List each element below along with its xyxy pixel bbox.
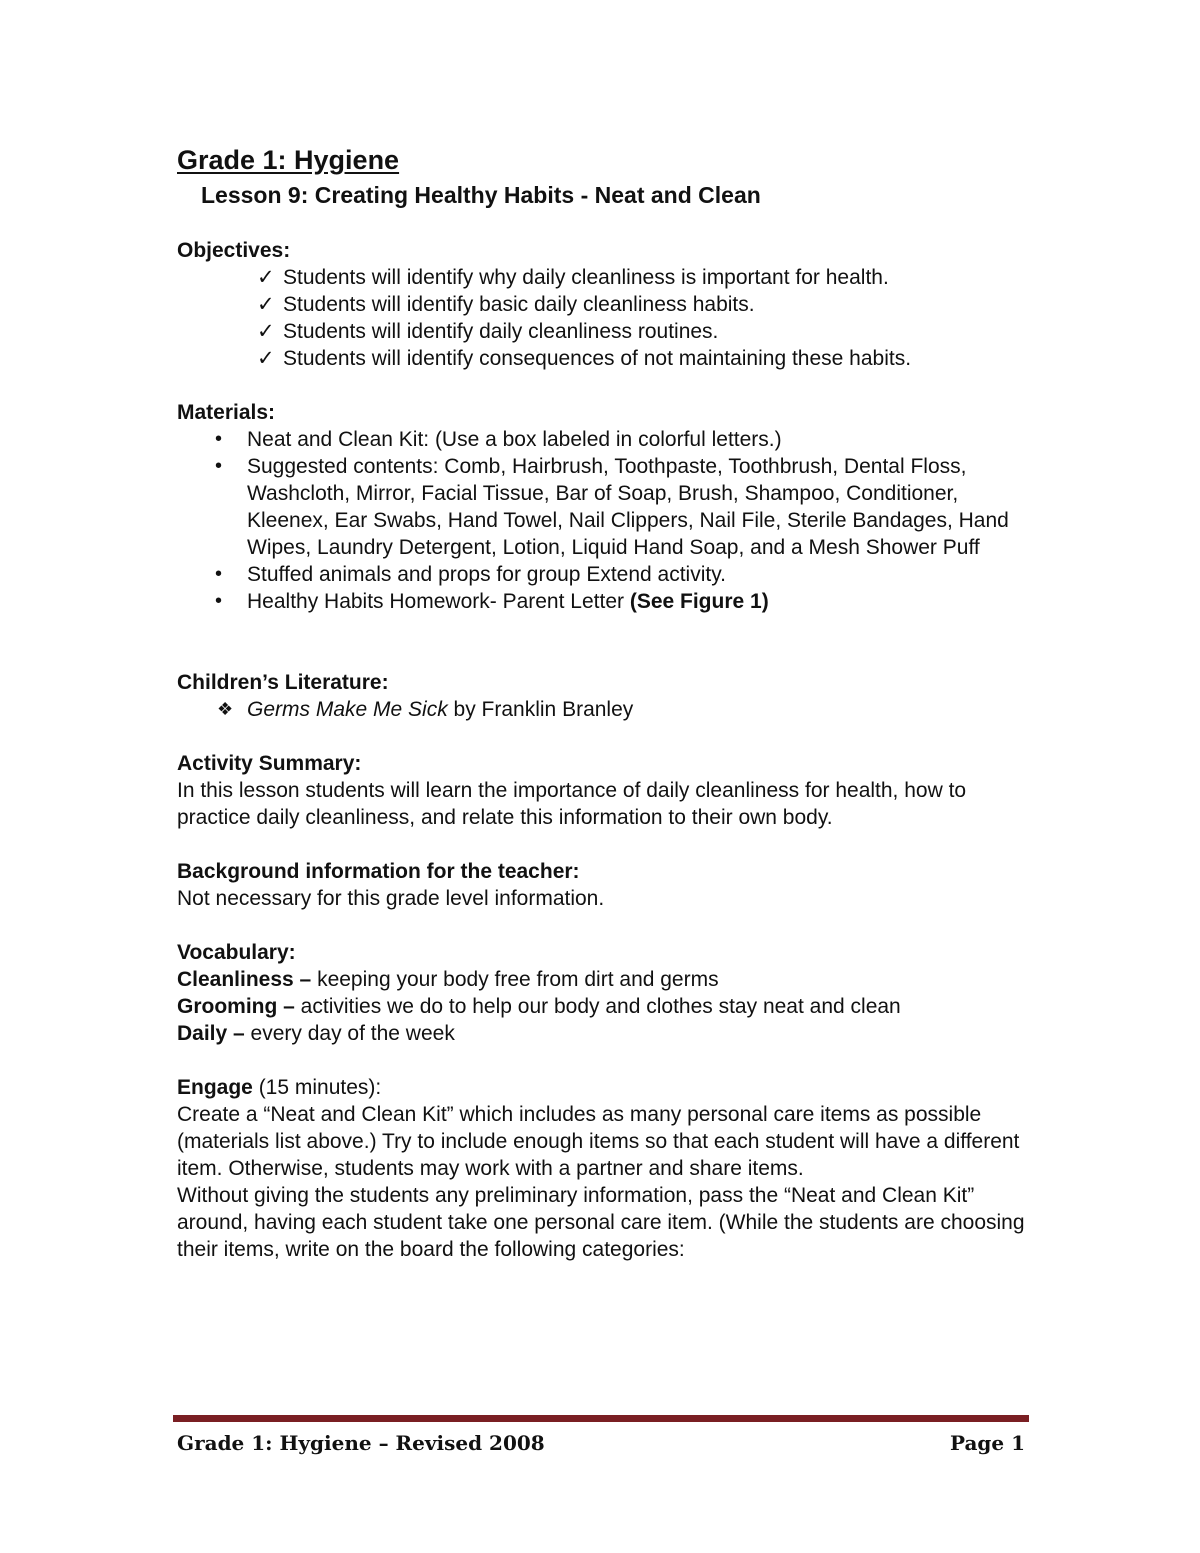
- vocabulary-entry: [177, 1020, 1037, 1047]
- list-item: ✓ Students will identify why daily cleanliness is important for health.: [257, 266, 889, 289]
- footer-divider: [173, 1415, 1029, 1422]
- list-item: • Healthy Habits Homework- Parent Letter (See Figure 1): [215, 590, 769, 613]
- materials-section: [177, 399, 1037, 615]
- checkmark-icon: ✓: [257, 266, 275, 289]
- vocabulary-definition: keeping your body free from dirt and germs: [311, 968, 719, 991]
- vocabulary-entry: [177, 993, 1037, 1020]
- materials-heading: Materials:: [177, 401, 276, 424]
- vocabulary-term: Grooming –: [177, 995, 295, 1018]
- figure-reference: (See Figure 1): [629, 590, 769, 613]
- background-heading: Background information for the teacher:: [177, 860, 580, 883]
- engage-heading: Engage: [177, 1076, 253, 1099]
- engage-heading-line: [177, 1074, 1037, 1101]
- vocabulary-term: Cleanliness –: [177, 968, 312, 991]
- document-title: Grade 1: Hygiene: [177, 145, 400, 175]
- list-item: [177, 696, 1037, 723]
- activity-summary-section: [177, 750, 1037, 831]
- vocabulary-definition: every day of the week: [244, 1022, 455, 1045]
- bullet-icon: •: [215, 590, 223, 612]
- bullet-icon: •: [215, 428, 223, 450]
- engage-section: [177, 1074, 1037, 1263]
- background-section: [177, 858, 1037, 912]
- vocabulary-term: Daily –: [177, 1022, 245, 1045]
- literature-heading: Children’s Literature:: [177, 671, 389, 694]
- checkmark-icon: ✓: [257, 320, 275, 343]
- background-text: Not necessary for this grade level information.: [177, 887, 605, 910]
- checkmark-icon: ✓: [257, 293, 275, 316]
- engage-paragraph: Create a “Neat and Clean Kit” which includes as many personal care items as possible (materials list above.) Try to include enough items so that each student will have a different item. Otherwise, students may work with a partner and share items.: [177, 1103, 1020, 1180]
- engage-paragraph: Without giving the students any preliminary information, pass the “Neat and Clean Kit” around, having each student take one personal care item. (While the students are choosing their items, write on the board the following categories:: [177, 1184, 1025, 1261]
- literature-section: [177, 669, 1037, 723]
- footer-title: Grade 1: Hygiene – Revised 2008: [177, 1431, 545, 1455]
- list-item: • Stuffed animals and props for group Extend activity.: [215, 563, 726, 586]
- checkmark-icon: ✓: [257, 347, 275, 370]
- objectives-list: [177, 264, 1037, 372]
- list-item: ✓ Students will identify daily cleanliness routines.: [257, 320, 719, 343]
- vocabulary-entry: [177, 966, 1037, 993]
- book-title: Germs Make Me Sick: [247, 698, 448, 721]
- materials-list: [177, 426, 1037, 615]
- activity-summary-text: In this lesson students will learn the importance of daily cleanliness for health, how to practice daily cleanliness, and relate this information to their own body.: [177, 779, 967, 829]
- list-item: • Suggested contents: Comb, Hairbrush, Toothpaste, Toothbrush, Dental Floss, Washcloth, Mirror, Facial Tissue, Bar of Soap, Brush, Shampoo, Conditioner, Kleenex, Ear Swabs, Hand Towel, Nail Clippers, Nail File, Sterile Bandages, Hand Wipes, Laundry Detergent, Lotion, Liquid Hand Soap, and a Mesh Shower Puff: [215, 455, 1009, 559]
- book-author: by Franklin Branley: [447, 698, 634, 721]
- bullet-icon: •: [215, 563, 223, 585]
- list-item: ✓ Students will identify consequences of not maintaining these habits.: [257, 347, 912, 370]
- page-number: Page 1: [949, 1431, 1025, 1455]
- list-item: • Neat and Clean Kit: (Use a box labeled in colorful letters.): [215, 428, 782, 451]
- document-page: [177, 140, 1037, 1263]
- objectives-heading: Objectives:: [177, 239, 291, 262]
- vocabulary-heading: Vocabulary:: [177, 941, 296, 964]
- engage-duration: (15 minutes):: [252, 1076, 382, 1099]
- bullet-icon: •: [215, 455, 223, 477]
- literature-list: [177, 696, 1037, 723]
- page-footer: [177, 1428, 1025, 1458]
- vocabulary-definition: activities we do to help our body and clothes stay neat and clean: [294, 995, 901, 1018]
- diamond-bullet-icon: ❖: [217, 699, 234, 719]
- activity-summary-heading: Activity Summary:: [177, 752, 362, 775]
- list-item: ✓ Students will identify basic daily cleanliness habits.: [257, 293, 755, 316]
- objectives-section: [177, 237, 1037, 372]
- vocabulary-section: [177, 939, 1037, 1047]
- lesson-title: Lesson 9: Creating Healthy Habits - Neat and Clean: [201, 182, 761, 208]
